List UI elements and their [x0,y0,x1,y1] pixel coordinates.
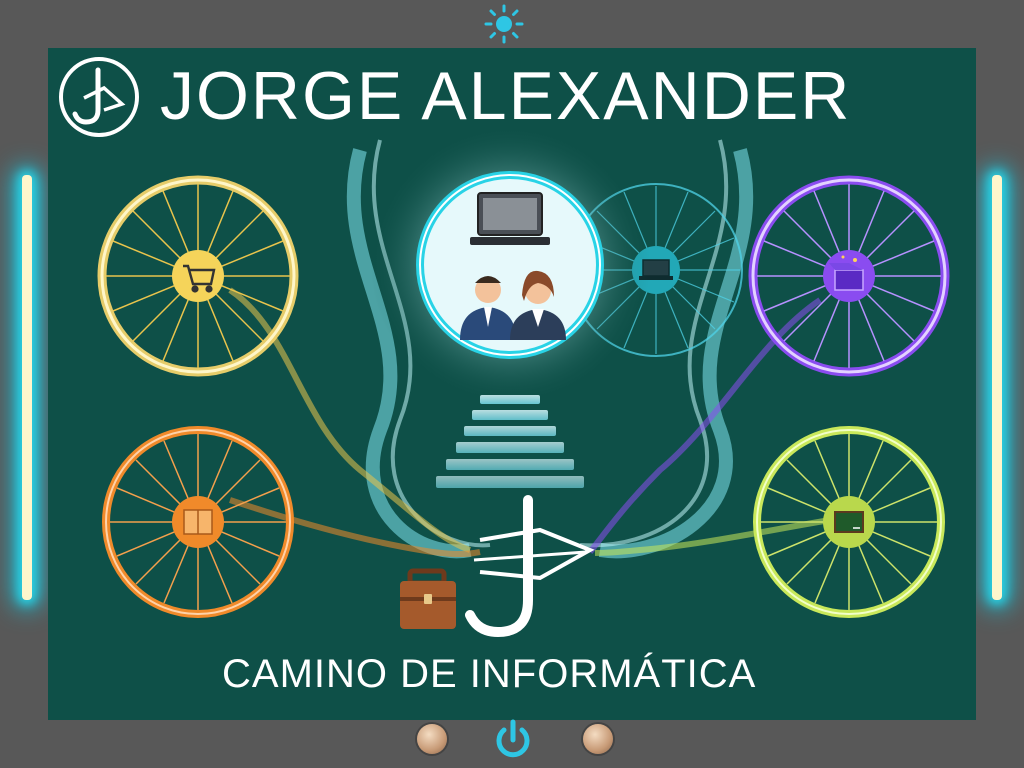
chalkboard-icon [835,512,863,532]
ja-monogram-logo[interactable] [58,56,140,138]
right-round-button[interactable] [583,724,613,754]
power-icon[interactable] [491,718,535,762]
package-icon [184,510,212,534]
left-round-button[interactable] [417,724,447,754]
laptop-icon [470,193,550,245]
page-subtitle: CAMINO DE INFORMÁTICA [222,652,757,696]
brightness-icon[interactable] [484,4,524,44]
wheel-box[interactable] [753,180,945,372]
left-light-bar [22,175,32,600]
wheel-board[interactable] [757,430,941,614]
wheel-package[interactable] [106,430,290,614]
center-portal[interactable] [370,125,650,405]
right-light-bar [992,175,1002,600]
page-title: JORGE ALEXANDER [160,58,852,134]
wheel-shopping[interactable] [102,180,294,372]
